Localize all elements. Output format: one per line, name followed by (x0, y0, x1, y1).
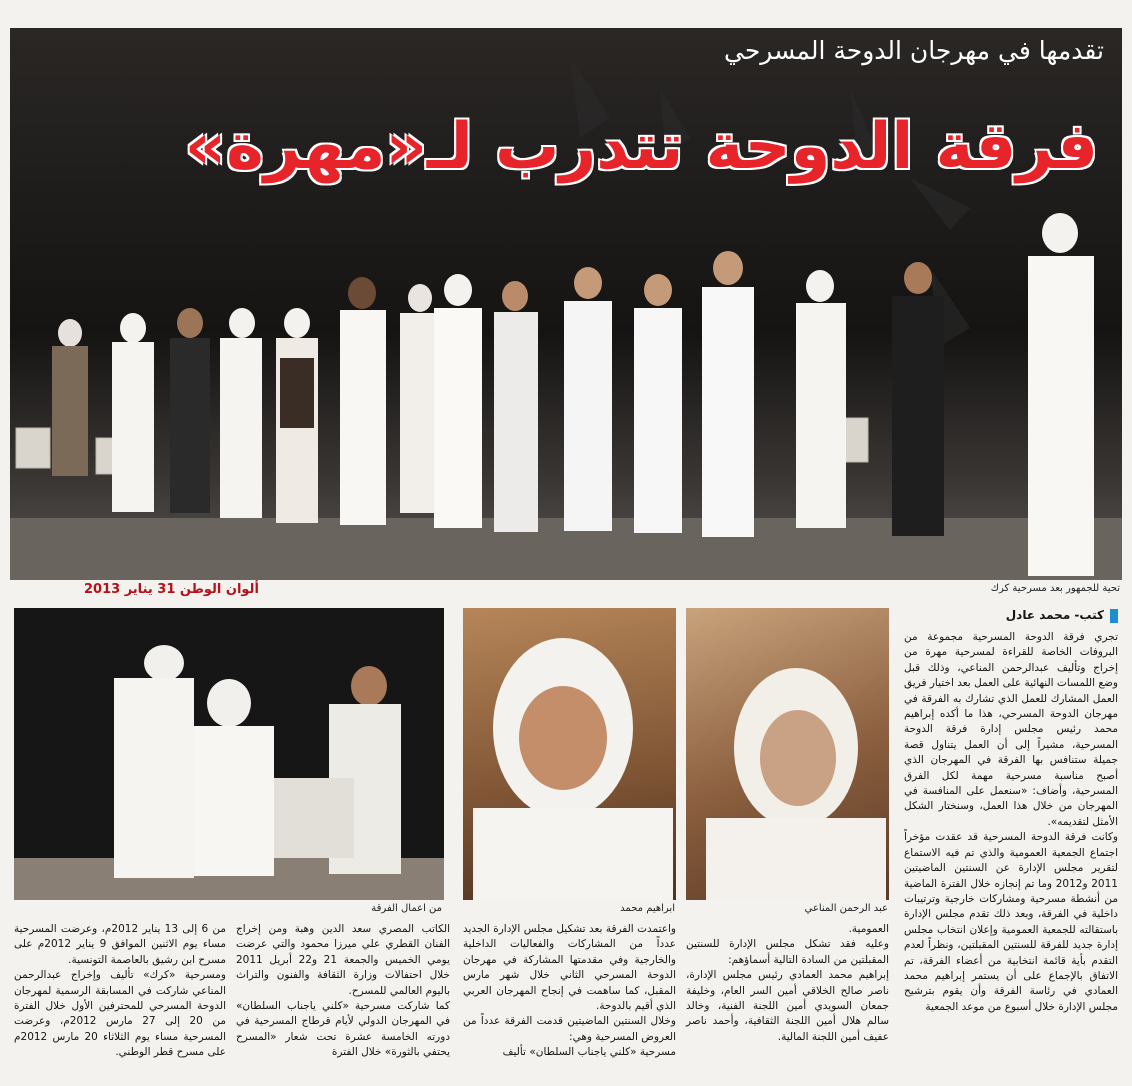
paragraph: كما شاركت مسرحية «كلني ياجناب السلطان» في المهرجان الدولي لأيام قرطاج المسرحية في دورته الخامسة عشرة تحت شعار «المسرح يحتفي بالثورة» خلال الفترة (236, 1000, 450, 1059)
text-column-5 (14, 922, 226, 1082)
text-column-2 (686, 922, 889, 1082)
photo-abdulrahman (686, 608, 889, 900)
text-column-1 (904, 630, 1118, 1082)
paragraph: ومسرحية «كرك» تأليف وإخراج عبدالرحمن المناعي شاركت في المسابقة الرسمية لمهرجان الدوحة المسرحي للمحترفين الأول خلال الفترة من 20 إلى 27 مارس 2012م، وعرضت المسرحية مساء يوم الثلاثاء 20 مارس 2012م على مسرح قطر الوطني. (14, 969, 227, 1059)
paragraph: تجري فرقة الدوحة المسرحية مجموعة من البروفات الخاصة للقراءة لمسرحية مهرة من إخراج وتأليف عبدالرحمن المناعي، وذلك قبل وضع اللمسات النهائية على العمل بعد اختيار فريق العمل المشارك للعمل الذي تشارك به الفرقة في مهرجان الدوحة المسرحي، هذا ما أكده إبراهيم محمد رئيس مجلس إدارة فرقة الدوحة المسرحية، مشيراً إلى أن العمل يتناول قصة جميلة ستنافس بها الفرقة في المهرجان الذي أصبح مناسبة مسرحية مهمة لكل الفرق المسرحية، وأضاف: «سنعمل على المنافسة في المهرجان من خلال هذا العمل، وسنختار الشكل الأمثل لتقديمه». (904, 631, 1118, 828)
hero-photo (10, 28, 1122, 580)
paragraph: إبراهيم محمد العمادي رئيس مجلس الإدارة، ناصر صالح الخلاقي أمين السر العام، وخليفة جمعان السويدي أمين اللجنة الفنية، وخالد سالم هلال أمين اللجنة الثقافية، وأحمد ناصر عفيف أمين اللجنة المالية. (686, 969, 889, 1043)
text-column-3 (463, 922, 676, 1082)
portrait-illustration (686, 608, 889, 900)
dateline: ألوان الوطن 31 يناير 2013 (84, 582, 259, 597)
paragraph: وخلال السنتين الماضيتين قدمت الفرقة عدداً من العروض المسرحية وهي: (463, 1015, 676, 1043)
paragraph: وكانت فرقة الدوحة المسرحية قد عقدت مؤخراً اجتماع الجمعية العمومية والذي تم فيه الاستماع لتقرير مجلس الإدارة عن السنتين الماضيتين 2011 و2012 وما تم إنجازه خلال الفترة الماضية من أنشطة مسرحية ومشاركات خارجية وترتيبات داخلية في الفرقة، وبعد ذلك تقدم مجلس الإدارة باستقالته للجمعية العمومية وإعلان انتخاب مجلس إدارة جديد للفرقة للسنتين المقبلتين، ونظراً لعدم التقدم بأية قائمة انتخابية من أعضاء الفرقة، تم الاتفاق بالإجماع على أن يستمر إبراهيم محمد العمادي في رئاسة الفرقة وأن يقوم بترشيح مجلس الإدارة خلال أسبوع من موعد الجمعية (904, 831, 1118, 1013)
byline-text: كتب- محمد عادل (1005, 608, 1104, 622)
text-column-4 (236, 922, 450, 1082)
paragraph: مسرحية «كلني ياجناب السلطان» تأليف (502, 1046, 676, 1059)
article-subtitle: تقدمها في مهرجان الدوحة المسرحي (724, 36, 1104, 65)
hero-caption: تحية للجمهور بعد مسرحية كرك (990, 583, 1120, 594)
portrait-illustration (463, 608, 676, 900)
caption-troupe-works: من اعمال الفرقة (371, 903, 442, 914)
paragraph: العمومية. (848, 923, 889, 935)
article-headline: فرقة الدوحة تتدرب لـ«مهرة» (184, 110, 1098, 184)
caption-abdulrahman: عبد الرحمن المناعي (804, 903, 888, 914)
photo-ibrahim (463, 608, 676, 900)
photo-troupe-works (14, 608, 444, 900)
paragraph: وعليه فقد تشكل مجلس الإدارة للسنتين المقبلتين من السادة التالية أسماؤهم: (686, 938, 889, 966)
scene-illustration (14, 608, 444, 900)
paragraph: من 6 إلى 13 يناير 2012م، وعرضت المسرحية مساء يوم الاثنين الموافق 9 يناير 2012م على مسرح ابن رشيق بالعاصمة التونسية. (14, 923, 226, 966)
byline-marker (1110, 609, 1118, 623)
paragraph: واعتمدت الفرقة بعد تشكيل مجلس الإدارة الجديد عدداً من المشاركات والفعاليات الداخلية والخارجية وفي مقدمتها المشاركة في مهرجان الدوحة المسرحي الثاني خلال شهر مارس المقبل، كما ساهمت في إنجاح المهرجان العربي الذي أقيم بالدوحة. (463, 923, 676, 1013)
caption-ibrahim: ابراهيم محمد (620, 903, 675, 914)
byline (928, 606, 1118, 626)
paragraph: الكاتب المصري سعد الدين وهبة ومن إخراج الفنان القطري علي ميرزا محمود والتي عرضت يومي الخميس والجمعة 21 و22 أبريل 2011 خلال احتفالات وزارة الثقافة والفنون والتراث باليوم العالمي للمسرح. (236, 923, 450, 997)
